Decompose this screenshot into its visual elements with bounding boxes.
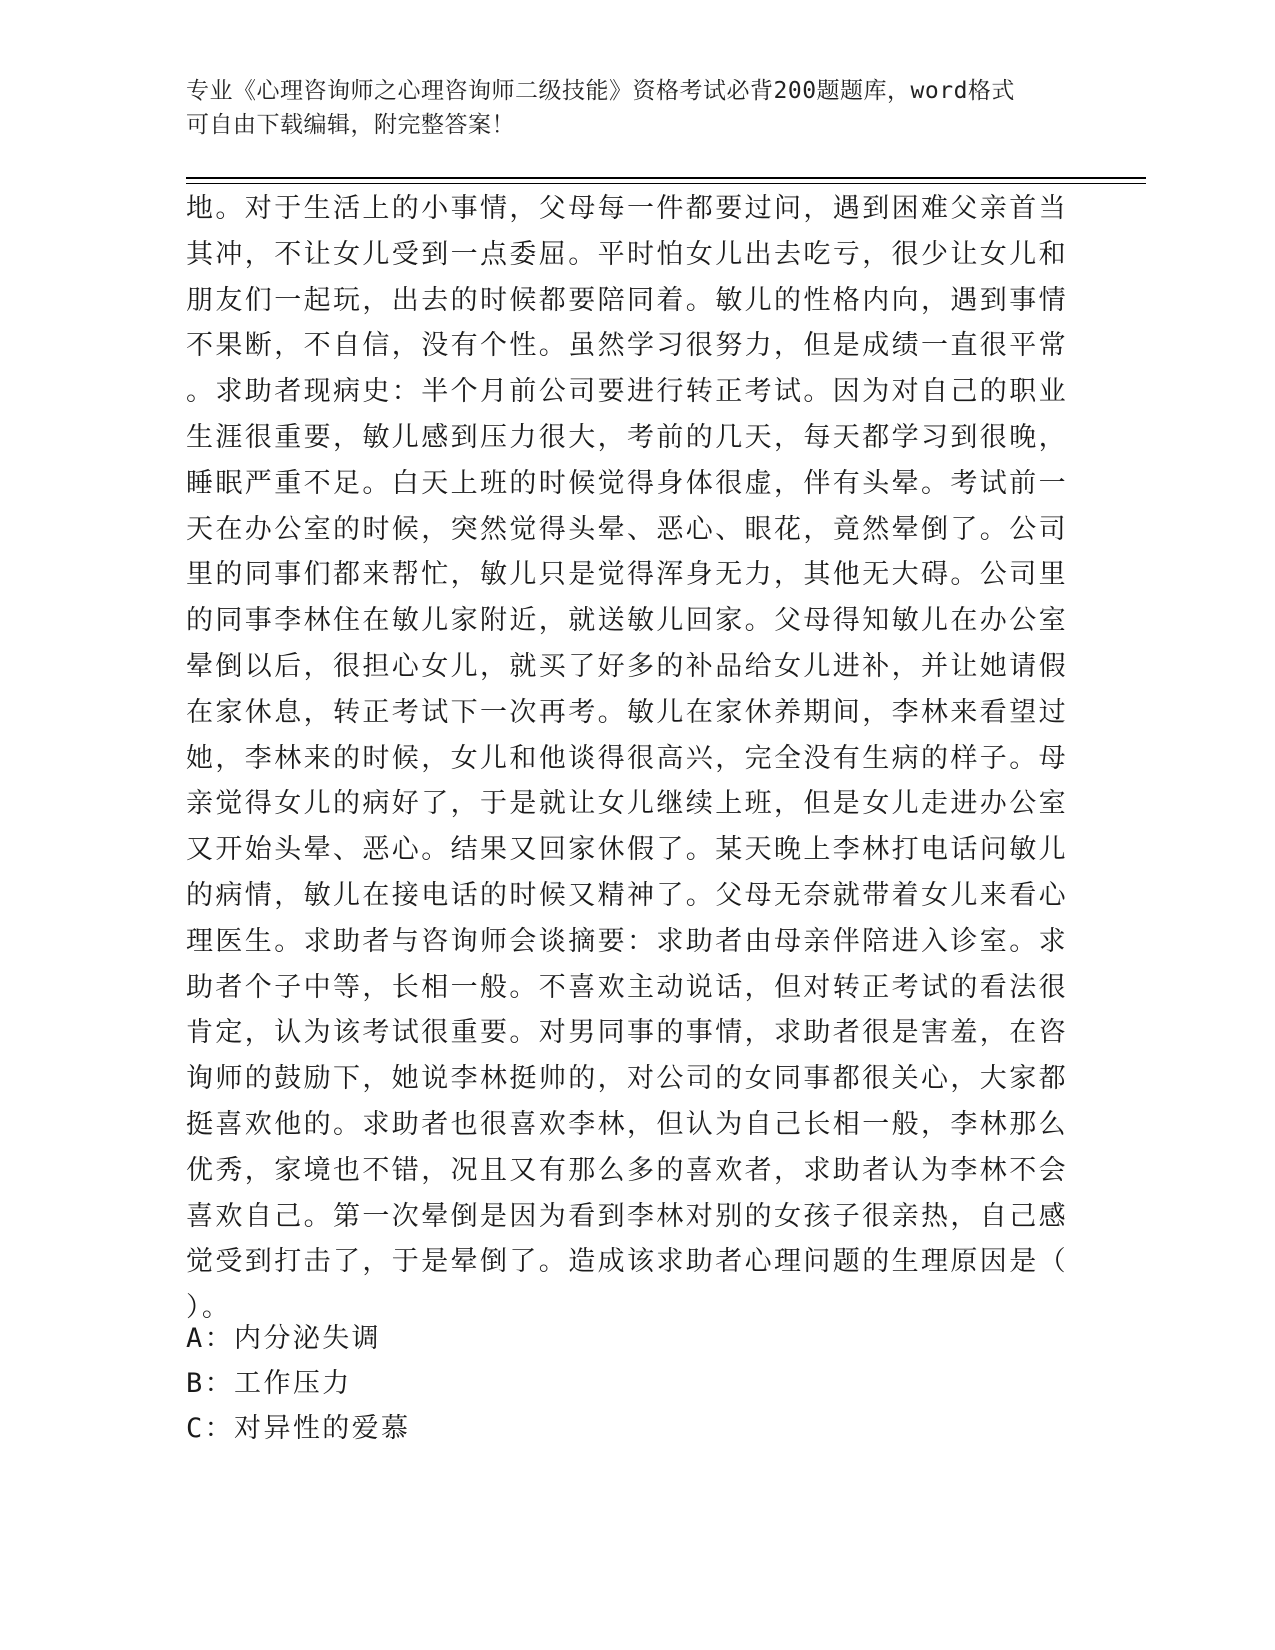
text-line: 的同事李林住在敏儿家附近，就送敏儿回家。父母得知敏儿在办公室 <box>186 605 1068 637</box>
text-line: 其冲，不让女儿受到一点委屈。平时怕女儿出去吃亏，很少让女儿和 <box>186 238 1068 270</box>
text-line: 理医生。求助者与咨询师会谈摘要：求助者由母亲伴陪进入诊室。求 <box>186 925 1068 957</box>
option-c: C：对异性的爱慕 <box>186 1413 411 1444</box>
text-line: 不果断，不自信，没有个性。虽然学习很努力，但是成绩一直很平常 <box>186 330 1068 362</box>
question-text <box>186 186 1066 1331</box>
text-line: 挺喜欢他的。求助者也很喜欢李林，但认为自己长相一般，李林那么 <box>186 1108 1068 1140</box>
text-line: 在家休息，转正考试下一次再考。敏儿在家休养期间，李林来看望过 <box>186 696 1068 728</box>
header-divider-thick <box>186 177 1146 179</box>
text-line: ）。 <box>186 1292 232 1324</box>
text-line: 她，李林来的时候，女儿和他谈得很高兴，完全没有生病的样子。母 <box>186 742 1068 774</box>
page-header <box>186 74 1066 142</box>
text-line: 优秀，家境也不错，况且又有那么多的喜欢者，求助者认为李林不会 <box>186 1154 1068 1186</box>
header-line: 可自由下载编辑，附完整答案！ <box>186 112 515 138</box>
text-line: 肯定，认为该考试很重要。对男同事的事情，求助者很是害羞，在咨 <box>186 1017 1068 1049</box>
text-line: 生涯很重要，敏儿感到压力很大，考前的几天，每天都学习到很晚， <box>186 421 1068 453</box>
text-line: 地。对于生活上的小事情，父母每一件都要过问，遇到困难父亲首当 <box>186 193 1068 224</box>
text-line: 朋友们一起玩，出去的时候都要陪同着。敏儿的性格内向，遇到事情 <box>186 284 1068 316</box>
option-b: B：工作压力 <box>186 1368 352 1399</box>
header-line: 专业《心理咨询师之心理咨询师二级技能》资格考试必背200题题库，word格式 <box>186 78 1015 104</box>
text-line: 里的同事们都来帮忙，敏儿只是觉得浑身无力，其他无大碍。公司里 <box>186 559 1068 591</box>
text-line: 。求助者现病史：半个月前公司要进行转正考试。因为对自己的职业 <box>186 376 1068 408</box>
text-line: 亲觉得女儿的病好了，于是就让女儿继续上班，但是女儿走进办公室 <box>186 788 1068 820</box>
text-line: 觉受到打击了，于是晕倒了。造成该求助者心理问题的生理原因是（ <box>186 1246 1068 1278</box>
text-line: 助者个子中等，长相一般。不喜欢主动说话，但对转正考试的看法很 <box>186 971 1068 1003</box>
option-a: A：内分泌失调 <box>186 1323 382 1354</box>
text-line: 又开始头晕、恶心。结果又回家休假了。某天晚上李林打电话问敏儿 <box>186 834 1068 866</box>
header-divider-thin <box>186 183 1146 184</box>
answer-options <box>186 1316 1066 1451</box>
text-line: 天在办公室的时候，突然觉得头晕、恶心、眼花，竟然晕倒了。公司 <box>186 513 1068 545</box>
text-line: 询师的鼓励下，她说李林挺帅的，对公司的女同事都很关心，大家都 <box>186 1063 1068 1095</box>
text-line: 晕倒以后，很担心女儿，就买了好多的补品给女儿进补，并让她请假 <box>186 650 1068 682</box>
text-line: 的病情，敏儿在接电话的时候又精神了。父母无奈就带着女儿来看心 <box>186 879 1068 911</box>
text-line: 睡眠严重不足。白天上班的时候觉得身体很虚，伴有头晕。考试前一 <box>186 467 1068 499</box>
text-line: 喜欢自己。第一次晕倒是因为看到李林对别的女孩子很亲热，自己感 <box>186 1200 1068 1232</box>
